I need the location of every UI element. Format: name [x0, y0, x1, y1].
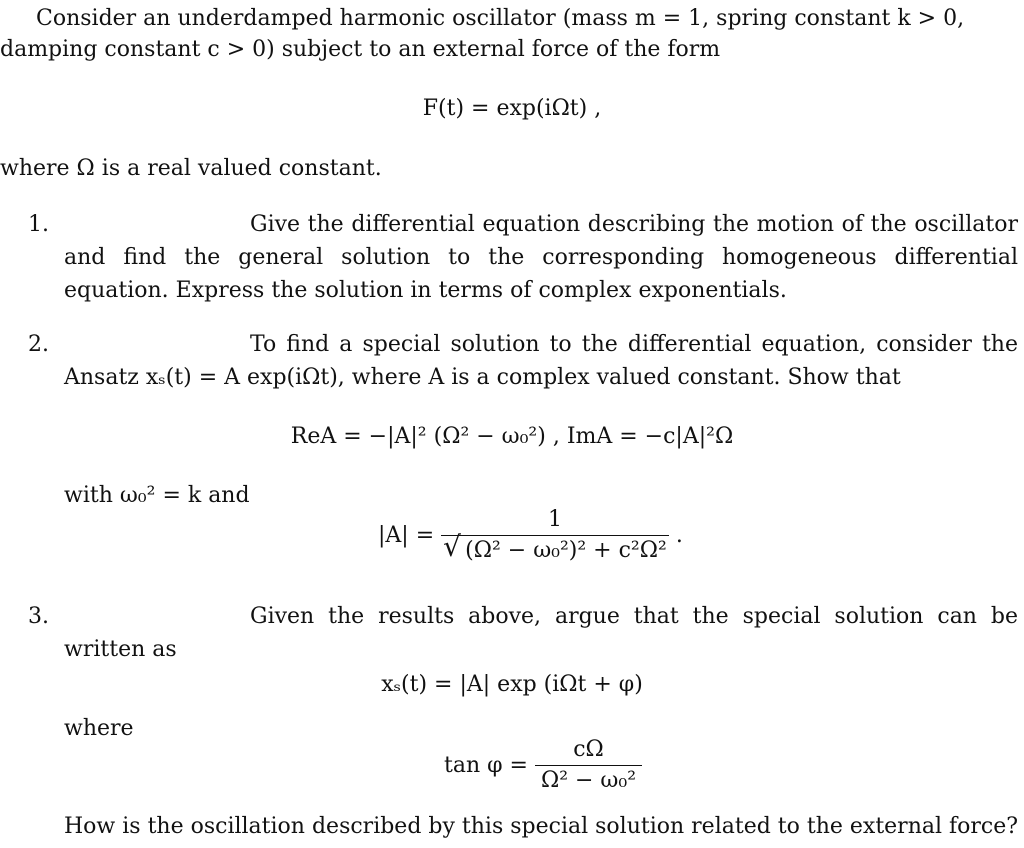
final-question: How is the oscillation described by this special solution related to the external force?	[64, 814, 1019, 839]
item-3-number: 3.	[28, 604, 49, 629]
abs-A-lhs: |A| =	[378, 523, 435, 548]
item-1-text: Give the differential equation describing the motion of the oscillator and find the general solution to the corresponding homogeneous differential equation. Express the solution in terms of complex exponentials.	[64, 212, 1018, 303]
tan-phi-denominator: Ω² − ω₀²	[535, 765, 642, 796]
abs-A-fraction	[441, 505, 669, 566]
intro-line-3: where Ω is a real valued constant.	[0, 156, 382, 181]
abs-A-equation	[378, 505, 683, 566]
abs-A-end: .	[675, 523, 683, 548]
tan-phi-numerator: cΩ	[573, 737, 604, 762]
tan-phi-fraction	[535, 735, 642, 796]
intro-line-2: damping constant c > 0) subject to an external force of the form	[0, 37, 721, 62]
item-2-number: 2.	[28, 332, 49, 357]
xs-equation: xₛ(t) = |A| exp (iΩt + φ)	[381, 672, 643, 697]
intro-line-1: Consider an underdamped harmonic oscillator (mass m = 1, spring constant k > 0,	[36, 6, 965, 31]
where-text: where	[64, 716, 134, 741]
item-3-text: Given the results above, argue that the special solution can be written as	[64, 604, 1018, 662]
tan-phi-lhs: tan φ =	[444, 753, 528, 778]
item-1-number: 1.	[28, 212, 49, 237]
sqrt-radicand: (Ω² − ω₀²)² + c²Ω²	[465, 538, 667, 563]
re-im-equation: ReA = −|A|² (Ω² − ω₀²) , ImA = −c|A|²Ω	[290, 424, 734, 449]
tan-phi-equation	[444, 735, 642, 796]
item-2-text: To find a special solution to the differential equation, consider the Ansatz xₛ(t) = A exp(iΩt), where A is a complex valued constant. Show that	[64, 332, 1018, 390]
sqrt-group	[441, 530, 669, 566]
with-omega-text: with ω₀² = k and	[64, 483, 250, 508]
abs-A-numerator: 1	[547, 507, 562, 532]
abs-A-denominator	[441, 530, 669, 566]
force-equation: F(t) = exp(iΩt) ,	[422, 96, 602, 121]
sqrt-icon: √	[443, 530, 461, 563]
